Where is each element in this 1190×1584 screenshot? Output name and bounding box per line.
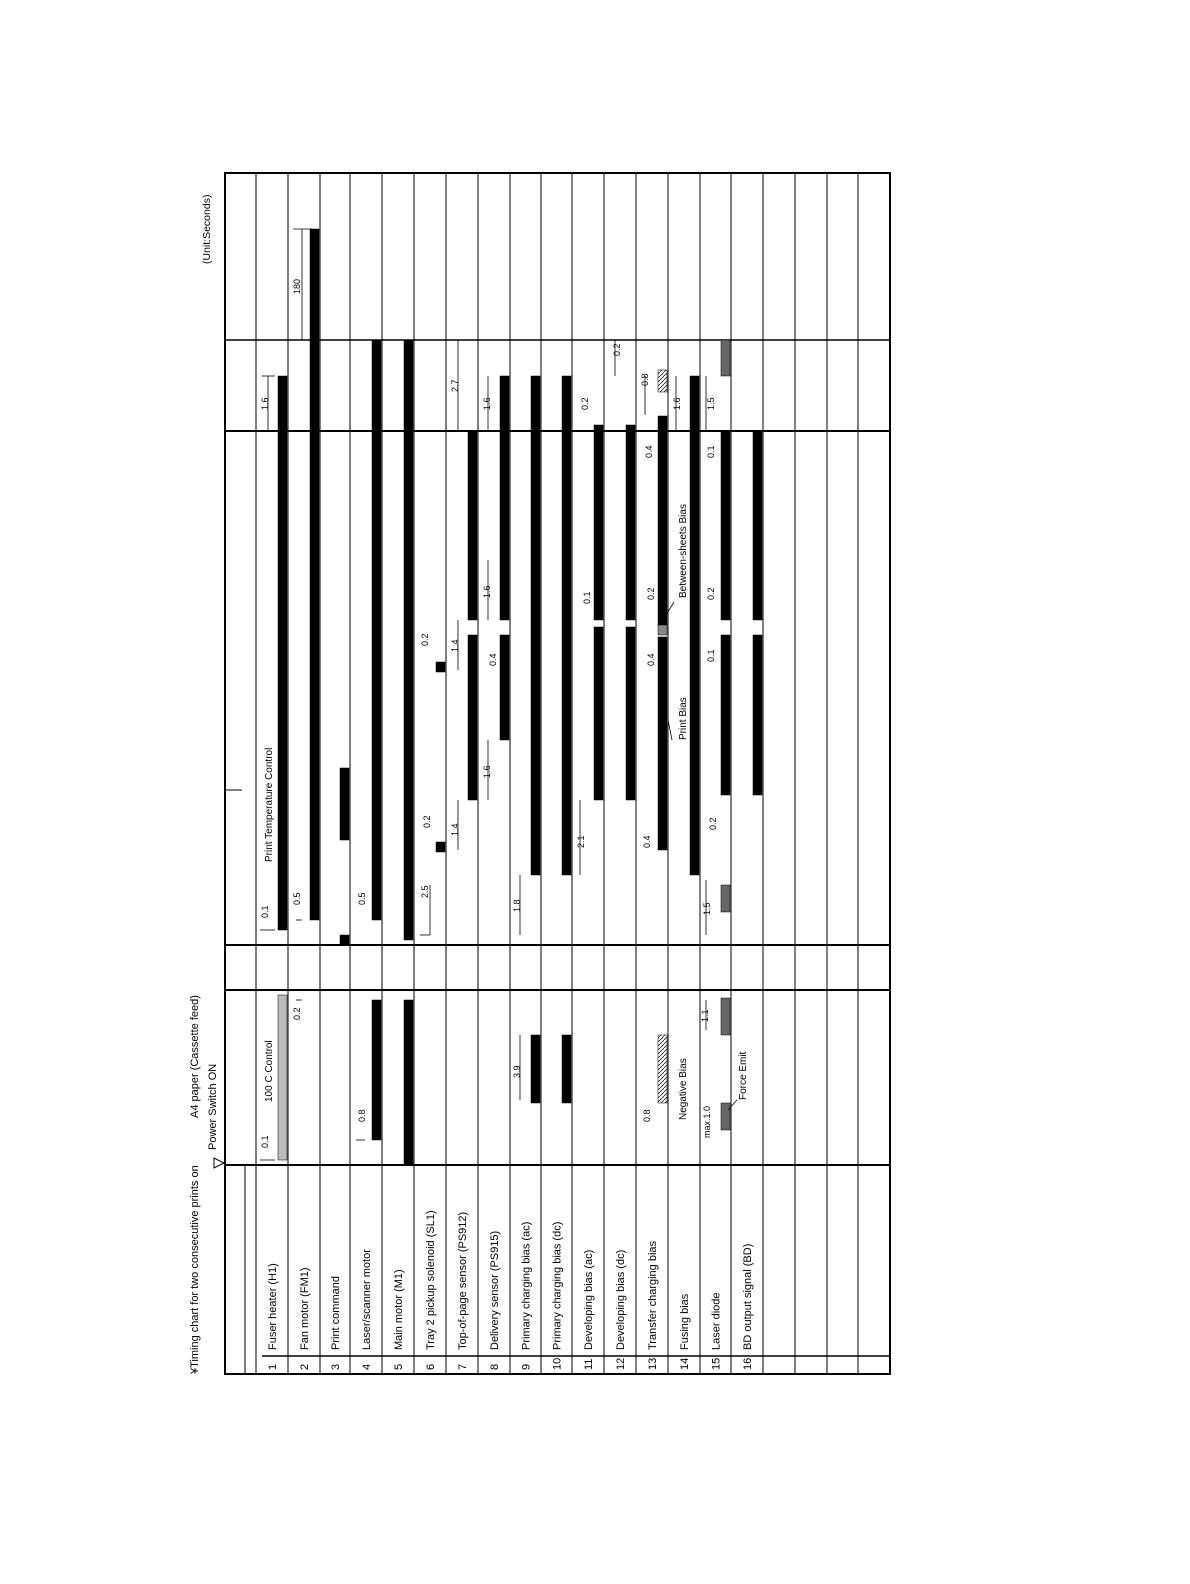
row-label: Main motor (M1) [393, 1269, 405, 1350]
row-number: 16 [742, 1357, 754, 1370]
dimension-label: 1.6 [482, 765, 492, 778]
signal-bar [626, 627, 635, 800]
row-number: 6 [425, 1363, 437, 1370]
signal-bar [562, 1035, 571, 1103]
dimension-label: 1.5 [702, 902, 712, 915]
row-number: 3 [330, 1363, 342, 1370]
signal-bars [278, 229, 762, 1165]
row-label: Developing bias (dc) [615, 1249, 627, 1350]
dimension-label: 0.2 [706, 587, 716, 600]
signal-bar [310, 229, 319, 920]
dimension-label: 0.8 [642, 1109, 652, 1122]
row-number: 2 [299, 1363, 311, 1370]
signal-bar [721, 998, 730, 1035]
paper-type: A4 paper (Cassette feed) [189, 995, 201, 1118]
row-label: Fuser heater (H1) [267, 1263, 279, 1350]
dimension-label: 1.1 [700, 1009, 710, 1022]
dimension-label: 1.6 [482, 397, 492, 410]
dimension-label: 0.8 [640, 373, 650, 386]
dimension-label: 0.2 [580, 397, 590, 410]
dimension-label: 0.2 [646, 587, 656, 600]
signal-bar [626, 425, 635, 620]
row-number: 8 [489, 1363, 501, 1370]
dimension-label: 0.5 [357, 892, 367, 905]
dimension-label: 2.1 [576, 835, 586, 848]
signal-bar [721, 635, 730, 795]
dimension-label: 2.7 [450, 379, 460, 392]
dimension-label: 0.4 [646, 653, 656, 666]
row-number: 4 [361, 1363, 373, 1370]
note-print-bias: Print Bias [678, 697, 689, 740]
row-label: Developing bias (ac) [583, 1249, 595, 1350]
dimension-lines [260, 229, 706, 1160]
signal-bar [658, 637, 667, 850]
note-100c-control: 100 C Control [264, 1040, 275, 1102]
dimension-label: 1.8 [512, 899, 522, 912]
row-label: Fan motor (FM1) [299, 1267, 311, 1350]
row-label: Delivery sensor (PS915) [489, 1230, 501, 1350]
unit-label: (Unit:Seconds) [201, 194, 213, 264]
row-label: Print command [330, 1276, 342, 1350]
dimension-label: 0.1 [260, 905, 270, 918]
row-number: 14 [679, 1357, 691, 1370]
signal-bar [436, 842, 445, 852]
signal-bar [468, 431, 477, 620]
signal-bar [404, 340, 413, 940]
note-force-emit: Force Emit [738, 1051, 749, 1100]
dimension-label: 0.4 [644, 445, 654, 458]
dimension-label: 0.2 [422, 815, 432, 828]
row-number: 5 [393, 1363, 405, 1370]
row-label: Primary charging bias (dc) [551, 1221, 564, 1350]
row-number: 10 [551, 1357, 564, 1370]
signal-bar [340, 768, 349, 840]
dimension-label: 0.1 [260, 1135, 270, 1148]
signal-bar [278, 376, 287, 930]
signal-bar [500, 635, 509, 740]
dimension-label: 1.4 [450, 823, 460, 836]
row-label: Laser diode [710, 1292, 723, 1350]
signal-bar [594, 425, 603, 620]
note-between-sheets-bias: Between-sheets Bias [678, 504, 689, 598]
dimension-label: 0.1 [706, 649, 716, 662]
row-label: Fusing bias [679, 1293, 691, 1350]
signal-bar [658, 625, 667, 635]
row-label: Laser/scanner motor [361, 1249, 373, 1350]
dimension-label: 1.4 [450, 639, 460, 652]
chart-title: ¥Timing chart for two consecutive prints on [189, 1165, 201, 1374]
dimension-label: 0.4 [488, 653, 498, 666]
signal-bar [531, 1035, 540, 1103]
dimension-labels [260, 279, 718, 1148]
dimension-label: 1.6 [260, 397, 270, 410]
note-negative-bias: Negative Bias [678, 1058, 689, 1120]
dimension-label: 3.9 [512, 1065, 522, 1078]
row-label: BD output signal (BD) [742, 1243, 754, 1350]
dimension-label: max.1.0 [702, 1105, 712, 1138]
signal-bar [658, 370, 667, 392]
row-number: 1 [267, 1363, 279, 1370]
dimension-label: 0.2 [292, 1007, 302, 1020]
signal-bar [753, 431, 762, 620]
power-switch-label: Power Switch ON [207, 1063, 219, 1150]
dimension-label: 0.5 [292, 892, 302, 905]
signal-bar [658, 1035, 667, 1103]
row-label: Primary charging bias (ac) [520, 1221, 533, 1350]
signal-bar [468, 635, 477, 800]
signal-bar [721, 885, 730, 912]
signal-bar [721, 1103, 730, 1130]
row-label: Transfer charging bias [647, 1240, 659, 1350]
dimension-label: 1.6 [672, 397, 682, 410]
dimension-label: 0.1 [706, 445, 716, 458]
row-number: 15 [710, 1357, 723, 1370]
signal-bar [372, 340, 381, 920]
note-print-temperature: Print Temperature Control [264, 747, 275, 862]
signal-bar [721, 340, 730, 376]
signal-bar [658, 416, 667, 625]
row-label: Top-of-page sensor (PS912) [457, 1211, 469, 1350]
dimension-label: 180 [292, 278, 302, 294]
dimension-label: 0.2 [708, 817, 718, 830]
row-label: Tray 2 pickup solenoid (SL1) [425, 1210, 437, 1350]
row-number: 12 [615, 1357, 627, 1370]
signal-bar [562, 376, 571, 875]
signal-bar [436, 662, 445, 672]
dimension-label: 0.2 [420, 633, 430, 646]
signal-bar [500, 376, 509, 620]
dimension-label: 1.5 [706, 397, 716, 410]
signal-bar [721, 431, 730, 620]
dimension-label: 0.2 [612, 343, 622, 356]
signal-bar [278, 995, 287, 1160]
signal-bar [404, 1000, 413, 1165]
dimension-label: 0.8 [357, 1109, 367, 1122]
signal-bar [690, 376, 699, 875]
row-number: 7 [457, 1363, 469, 1370]
row-number: 9 [520, 1363, 533, 1370]
dimension-label: 0.4 [642, 835, 652, 848]
dimension-label: 0.1 [582, 591, 592, 604]
signal-bar [753, 635, 762, 795]
row-number: 13 [647, 1357, 659, 1370]
dimension-label: 1.6 [482, 585, 492, 598]
signal-bar [340, 935, 349, 945]
signal-bar [594, 627, 603, 800]
power-on-marker-icon [214, 1158, 224, 1168]
signal-bar [372, 1000, 381, 1140]
dimension-label: 2.5 [420, 885, 430, 898]
signal-bar [531, 376, 540, 875]
chart-header [189, 195, 224, 1375]
row-number: 11 [583, 1358, 595, 1370]
chart-frame [225, 173, 890, 1374]
